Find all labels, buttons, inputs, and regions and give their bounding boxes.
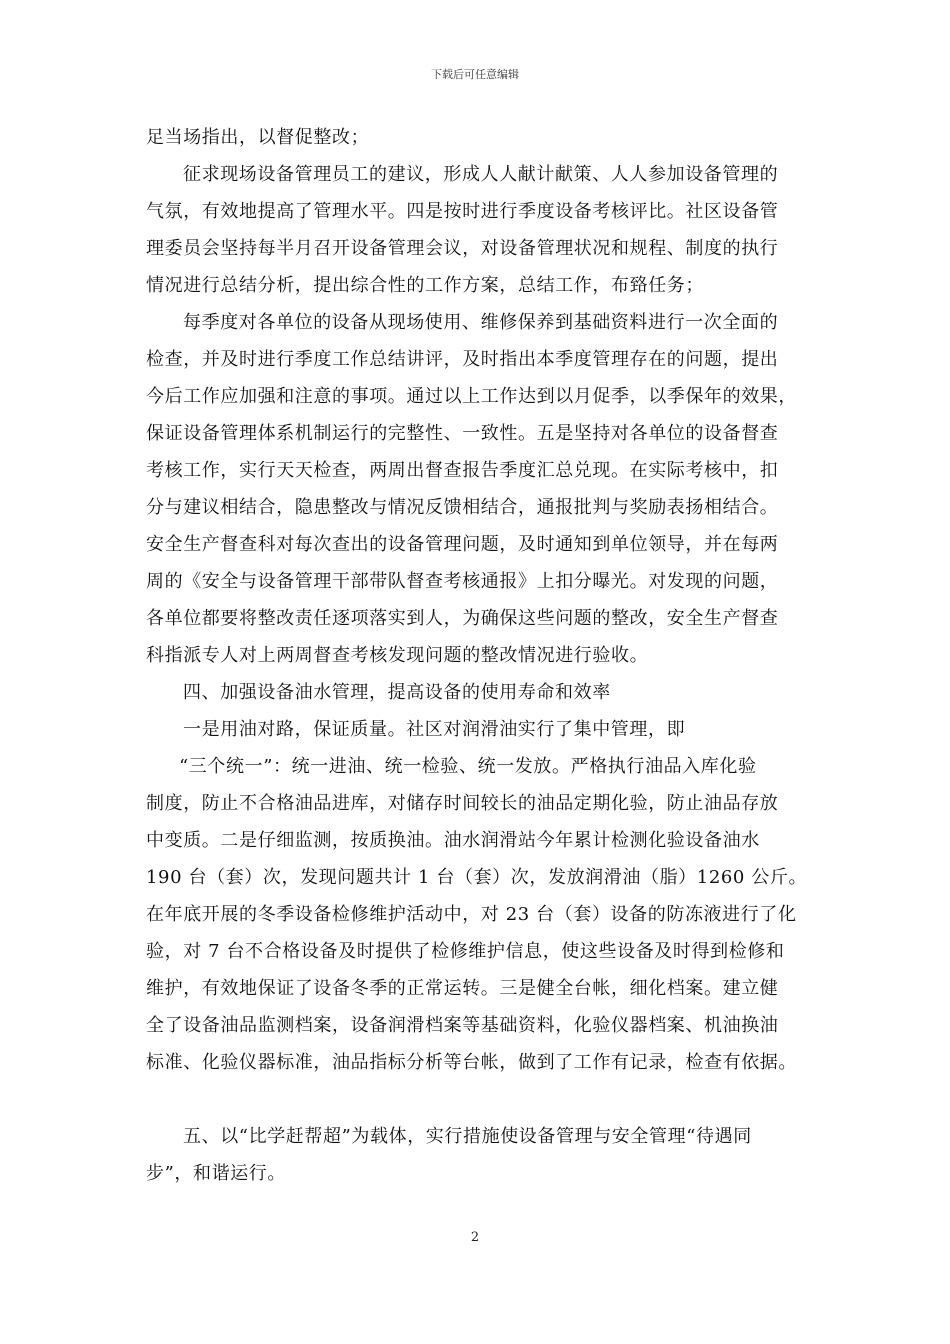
- page-number: 2: [470, 1230, 480, 1245]
- paragraph-line: “三个统一”：统一进油、统一检验、统一发放。严格执行油品入库化验: [179, 756, 757, 777]
- page-header: 下载后可任意编辑: [431, 68, 519, 81]
- body-text: [146, 119, 816, 1192]
- section-heading: 四、加强设备油水管理，提高设备的使用寿命和效率: [183, 682, 611, 703]
- paragraph-line: 分与建议相结合，隐患整改与情况反馈相结合，通报批判与奖励表扬相结合。: [146, 497, 779, 518]
- paragraph-line: 理委员会坚持每半月召开设备管理会议，对设备管理状况和规程、制度的执行: [146, 238, 779, 259]
- paragraph-line: 征求现场设备管理员工的建议，形成人人献计献策、人人参加设备管理的: [183, 164, 779, 185]
- paragraph-line: 维护，有效地保证了设备冬季的正常运转。三是健全台帐，细化档案。建立健: [146, 978, 779, 999]
- paragraph-line: 今后工作应加强和注意的事项。通过以上工作达到以月促季，以季保年的效果，: [146, 386, 797, 407]
- paragraph-line: 验，对 7 台不合格设备及时提供了检修维护信息，使这些设备及时得到检修和: [146, 941, 785, 962]
- paragraph-line: 气氛，有效地提高了管理水平。四是按时进行季度设备考核评比。社区设备管: [146, 201, 779, 222]
- paragraph-line: 情况进行总结分析，提出综合性的工作方案，总结工作，布臵任务；: [146, 275, 704, 296]
- paragraph-gap: [146, 1081, 816, 1118]
- paragraph-line: 各单位都要将整改责任逐项落实到人，为确保这些问题的整改，安全生产督查: [146, 608, 779, 629]
- paragraph-line: 标准、化验仪器标准，油品指标分析等台帐，做到了工作有记录，检查有依据。: [146, 1052, 797, 1073]
- paragraph-line: 全了设备油品监测档案，设备润滑档案等基础资料，化验仪器档案、机油换油: [146, 1015, 779, 1036]
- paragraph-line: 保证设备管理体系机制运行的完整性、一致性。五是坚持对各单位的设备督查: [146, 423, 779, 444]
- paragraph-line: 足当场指出，以督促整改；: [146, 127, 370, 148]
- paragraph-line: 周的《安全与设备管理干部带队督查考核通报》上扣分曝光。对发现的问题，: [146, 571, 779, 592]
- paragraph-line: 步”，和谐运行。: [146, 1163, 287, 1184]
- paragraph-line: 一是用油对路，保证质量。社区对润滑油实行了集中管理，即: [183, 719, 686, 740]
- paragraph-line: 在年底开展的冬季设备检修维护活动中，对 23 台（套）设备的防冻液进行了化: [146, 904, 797, 925]
- section-heading: 五、以“比学赶帮超”为载体，实行措施使设备管理与安全管理“待遇同: [183, 1126, 752, 1147]
- paragraph-line: 中变质。二是仔细监测，按质换油。油水润滑站今年累计检测化验设备油水: [146, 830, 760, 851]
- paragraph-line: 检查，并及时进行季度工作总结讲评，及时指出本季度管理存在的问题，提出: [146, 349, 779, 370]
- paragraph-line: 安全生产督查科对每次查出的设备管理问题，及时通知到单位领导，并在每两: [146, 534, 779, 555]
- paragraph-line: 考核工作，实行天天检查，两周出督查报告季度汇总兑现。在实际考核中，扣: [146, 460, 779, 481]
- paragraph-line: 科指派专人对上两周督查考核发现问题的整改情况进行验收。: [146, 645, 649, 666]
- paragraph-line: 制度，防止不合格油品进库，对储存时间较长的油品定期化验，防止油品存放: [146, 793, 779, 814]
- paragraph-line: 190 台（套）次，发现问题共计 1 台（套）次，发放润滑油（脂）1260 公斤。: [146, 867, 808, 888]
- paragraph-line: 每季度对各单位的设备从现场使用、维修保养到基础资料进行一次全面的: [183, 312, 779, 333]
